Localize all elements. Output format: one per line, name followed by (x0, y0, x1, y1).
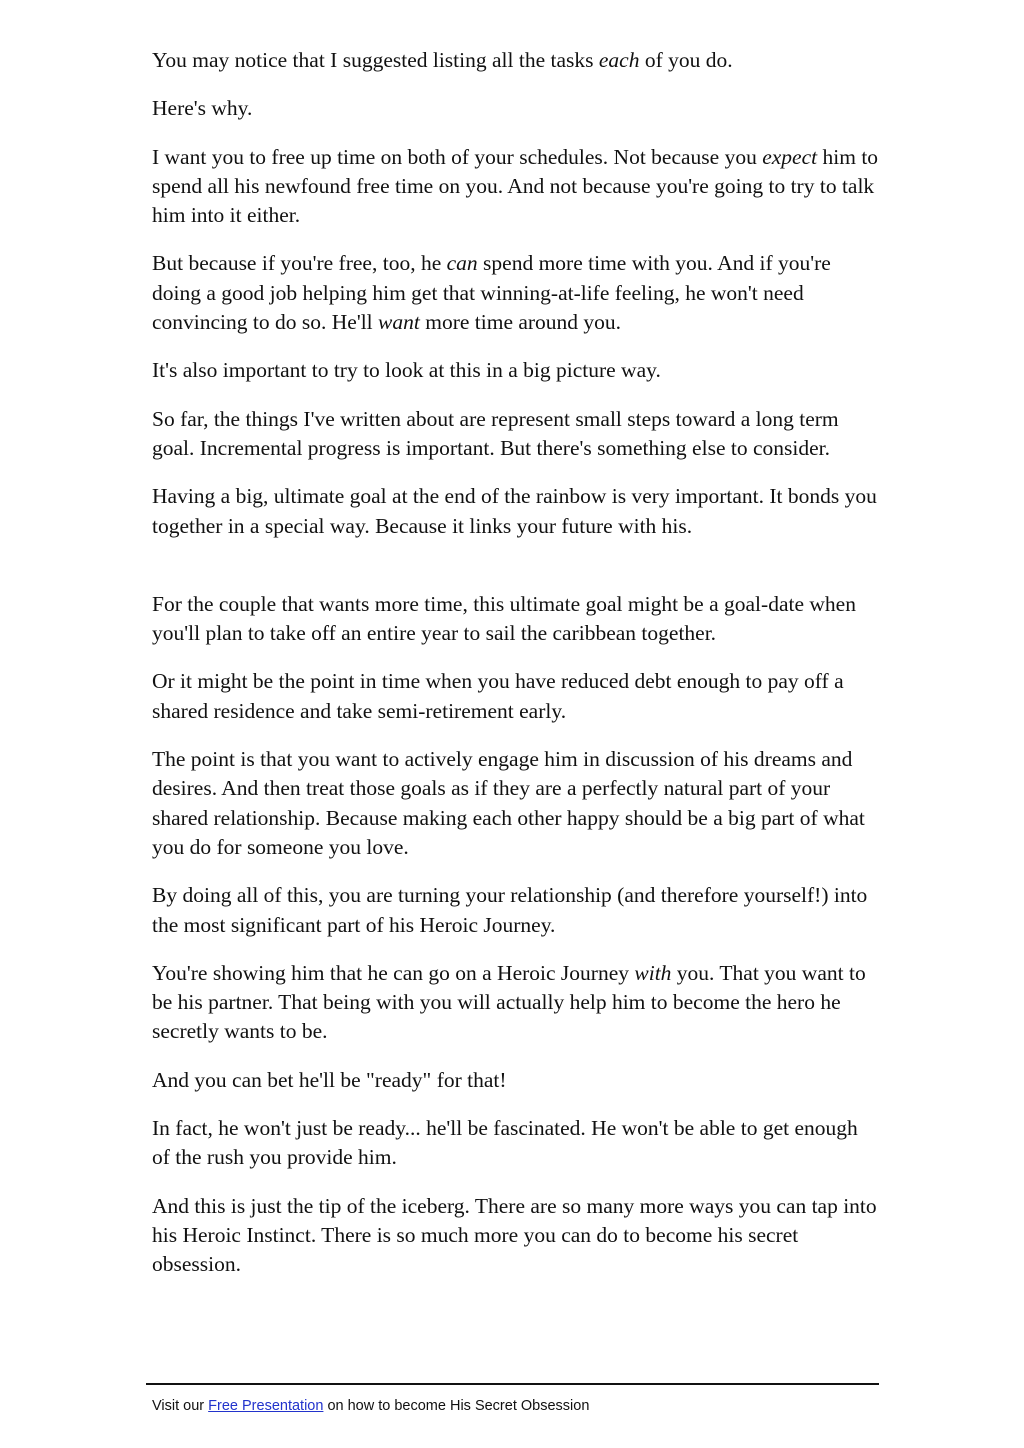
paragraph-text: And this is just the tip of the iceberg. There are so many more ways you can tap into his Heroic Instinct. There is so much more you can do to become his secret obsession. (152, 1193, 877, 1277)
emphasis-text: expect (762, 144, 818, 169)
document-body (152, 46, 880, 1299)
body-paragraph (152, 94, 880, 123)
body-paragraph (152, 881, 880, 940)
paragraph-text: But because if you're free, too, he (152, 251, 447, 276)
paragraph-text: You're showing him that he can go on a Heroic Journey (152, 960, 635, 985)
body-paragraph (152, 356, 880, 385)
body-paragraph (152, 590, 880, 649)
paragraph-text: In fact, he won't just be ready... he'll be fascinated. He won't be able to get enough of the rush you provide him. (152, 1116, 858, 1170)
paragraph-text: And you can bet he'll be "ready" for that! (152, 1067, 507, 1092)
body-paragraph (152, 1192, 880, 1280)
body-paragraph (152, 667, 880, 726)
body-paragraph (152, 46, 880, 75)
footer-prefix: Visit our (152, 1398, 209, 1414)
emphasis-text: want (378, 310, 420, 335)
paragraph-text: For the couple that wants more time, this ultimate goal might be a goal-date when you'll plan to take off an entire year to sail the caribbean together. (152, 591, 856, 646)
emphasis-text: can (446, 251, 478, 276)
emphasis-text: with (634, 960, 672, 985)
body-paragraph (152, 959, 880, 1047)
paragraph-text: It's also important to try to look at this in a big picture way. (152, 358, 661, 383)
paragraph-text: him to spend all his newfound free time on you. And not because you're going to try to talk him into it either. (152, 144, 879, 228)
emphasis-text: each (598, 48, 640, 72)
body-paragraph (152, 482, 880, 541)
free-presentation-link[interactable]: Free Presentation (208, 1398, 324, 1414)
paragraph-text: So far, the things I've written about are represent small steps toward a long term goal. Incremental progress is important. But there's something else to consider. (152, 406, 839, 460)
paragraph-text: You may notice that I suggested listing all the tasks (152, 48, 599, 72)
body-paragraph (152, 405, 880, 464)
body-paragraph (152, 1114, 880, 1173)
paragraph-text: By doing all of this, you are turning your relationship (and therefore yourself!) into the most significant part of his Heroic Journey. (152, 883, 868, 937)
body-paragraph (152, 745, 880, 862)
body-paragraph (152, 1066, 880, 1095)
paragraph-text: The point is that you want to actively engage him in discussion of his dreams and desires. And then treat those goals as if they are a perfectly natural part of your shared relationship. Because making each other happy should be a big part of what you do for someone you love. (152, 747, 865, 859)
page-footer (152, 1398, 589, 1414)
body-paragraph (152, 249, 880, 337)
paragraph-text: more time around you. (419, 310, 622, 335)
paragraph-text: Or it might be the point in time when you have reduced debt enough to pay off a shared residence and take semi-retirement early. (152, 669, 844, 723)
paragraph-text: spend more time with you. And if you're doing a good job helping him get that winning-at-life feeling, he won't need convincing to do so. He'll (152, 251, 831, 335)
paragraph-text: I want you to free up time on both of your schedules. Not because you (152, 144, 763, 169)
paragraph-text: you. That you want to be his partner. That being with you will actually help him to become the hero he secretly wants to be. (152, 960, 866, 1044)
footer-suffix: on how to become His Secret Obsession (323, 1398, 590, 1414)
body-paragraph (152, 143, 880, 231)
paragraph-text: of you do. (639, 48, 733, 72)
paragraph-text: Having a big, ultimate goal at the end of the rainbow is very important. It bonds you together in a special way. Because it links your future with his. (152, 484, 877, 538)
footer-divider (146, 1383, 879, 1385)
paragraph-text: Here's why. (152, 96, 253, 121)
